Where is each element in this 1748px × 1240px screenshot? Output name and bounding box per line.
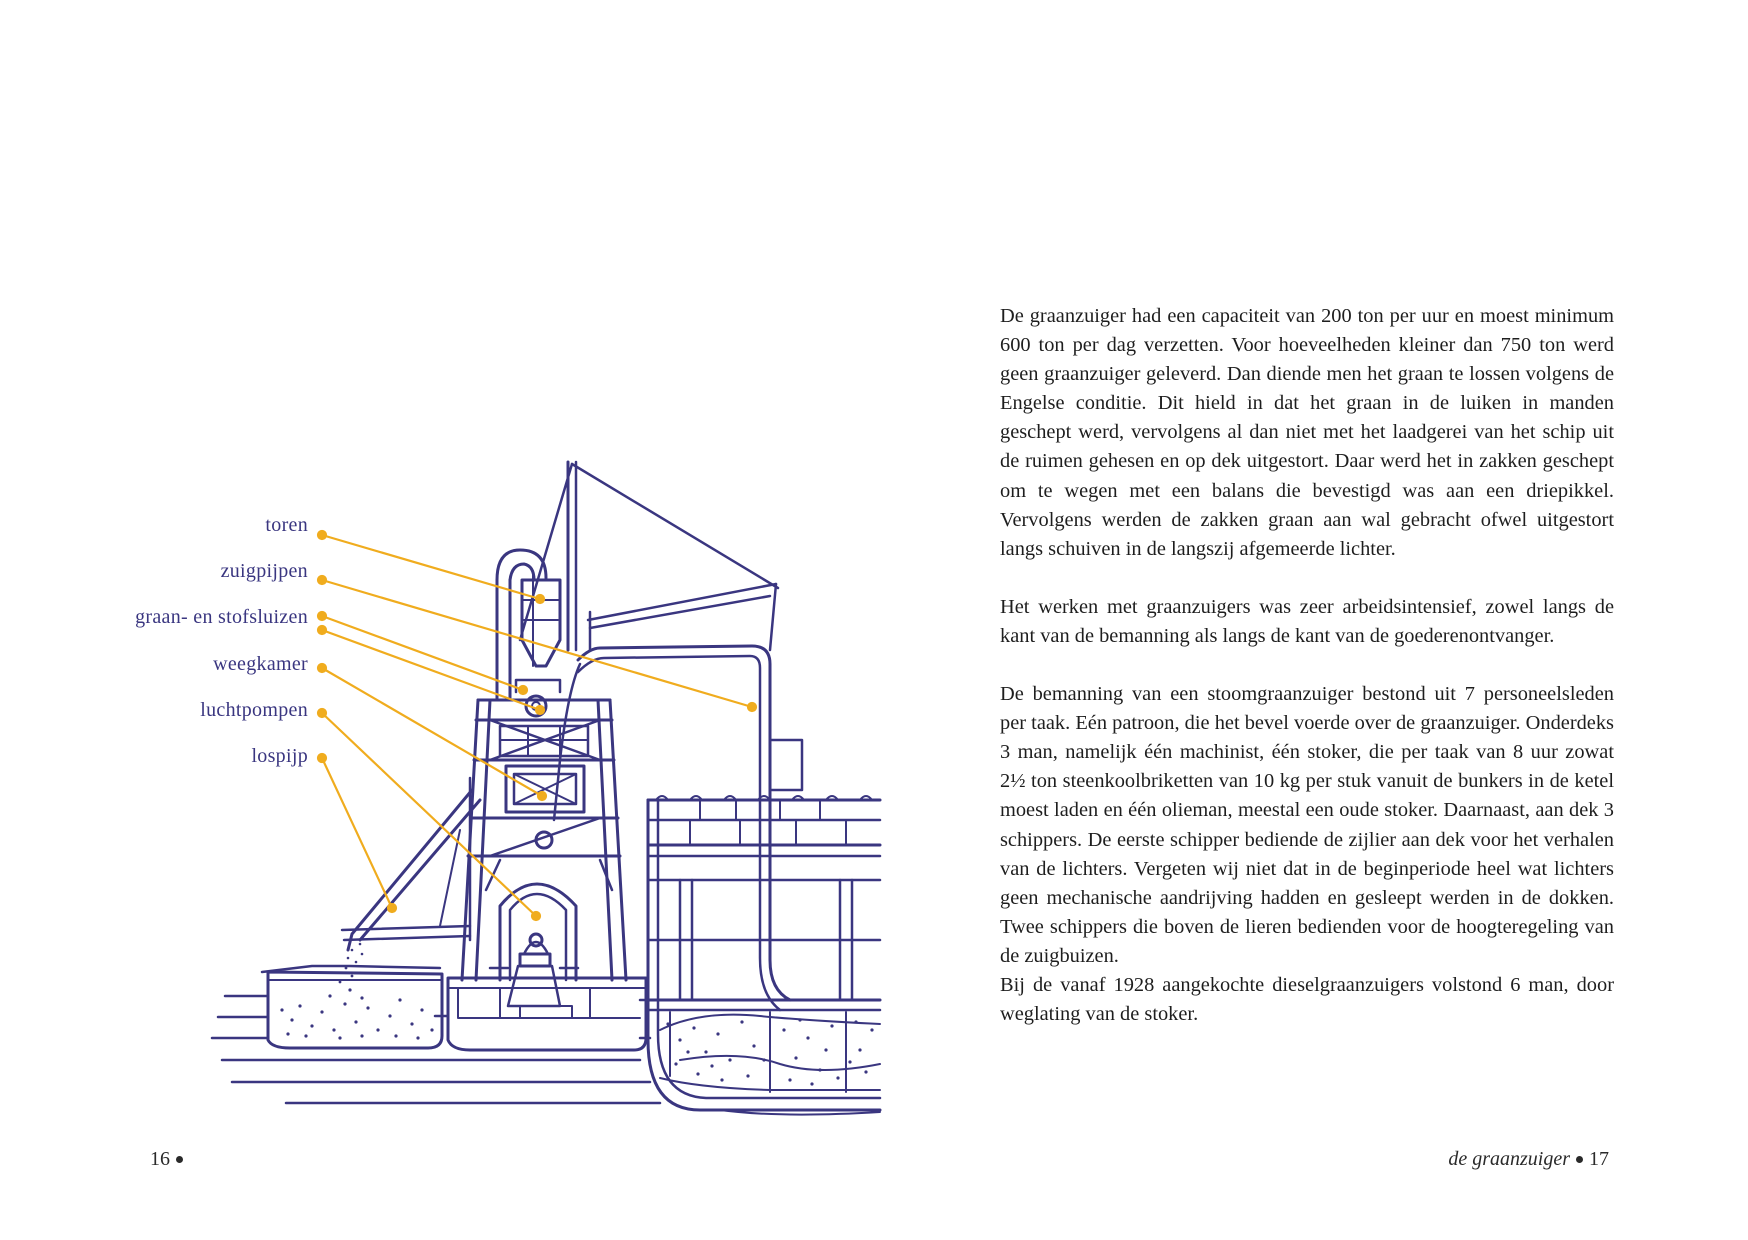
- label-graan-en-stofsluizen: graan- en stofsluizen: [135, 606, 308, 628]
- toren-tube: [497, 550, 560, 700]
- paragraph-4: Bij de vanaf 1928 aangekochte dieselgraanzuigers volstond 6 man, door weglating van de stoker.: [1000, 973, 1614, 1026]
- tower-frame: [462, 700, 626, 980]
- bullet-dot-icon: [1576, 1156, 1583, 1163]
- left-barge: [262, 966, 442, 1048]
- discharge-pipe: [342, 778, 480, 950]
- ship: [648, 796, 880, 1110]
- left-barge-grain: [280, 967, 433, 1040]
- label-lospijp: lospijp: [251, 745, 308, 767]
- sluices: [500, 680, 588, 756]
- bullet-dot-icon: [176, 1156, 183, 1163]
- running-title: de graanzuiger: [1448, 1148, 1570, 1170]
- label-luchtpompen: luchtpompen: [200, 699, 308, 721]
- label-toren: toren: [265, 514, 308, 536]
- label-weegkamer: weegkamer: [213, 653, 308, 675]
- weigh-chamber: [506, 766, 584, 812]
- paragraph-2: Het werken met graanzuigers was zeer arbeidsintensief, zowel langs de kant van de bemanning als langs de kant van de goederenontvanger.: [1000, 595, 1614, 647]
- paragraph-3: De bemanning van een stoomgraanzuiger bestond uit 7 personeelsleden per taak. Eén patroon, die het bevel voerde over de graanzuiger. Onderdeks 3 man, namelijk één machinist, één stoker, die per taak van 8 uur zowat 2½ ton steenkoolbriketten van 10 kg per stuk vanuit de bunkers in de ketel moest laden en één olieman, meestal een oude stoker. Daarnaast, aan dek 3 schippers. De eerste schipper bediende de zijlier aan dek voor het verhalen van de lichters. Vergeten wij niet dat in de beginperiode heel wat lichters geen mechanische aandrijving hadden en gesleept werden in de dokken. Twee schippers die boven de lieren bedienden voor de hoogteregeling van de zuigbuizen.: [1000, 683, 1614, 967]
- page-footer-right: [1448, 1147, 1609, 1171]
- elevator-pontoon: [448, 978, 646, 1050]
- paragraph-1: De graanzuiger had een capaciteit van 200 ton per uur en moest minimum 600 ton per dag verzetten. Voor hoeveelheden kleiner dan 750 ton werd geen graanzuiger geleverd. Dan diende men het graan te lossen volgens de Engelse conditie. Dit hield in dat het graan in de luiken in manden geschept werd, vervolgens al dan niet met het laadgerei van het schip uit de ruimen gehesen en op dek uitgestort. Daar werd het in zakken geschept om te wegen met een balans die bevestigd was aan een driepikkel. Vervolgens werden de zakken graan aan wal gebracht ofwel uitgestort langs schuiven in de langszij afgemeerde lichter.: [1000, 305, 1614, 560]
- right-page-number: 17: [1589, 1148, 1609, 1170]
- left-page-number: 16: [150, 1148, 170, 1170]
- label-zuigpijpen: zuigpijpen: [220, 560, 308, 582]
- body-text: [1000, 302, 1614, 1029]
- page-number-left: [150, 1147, 189, 1171]
